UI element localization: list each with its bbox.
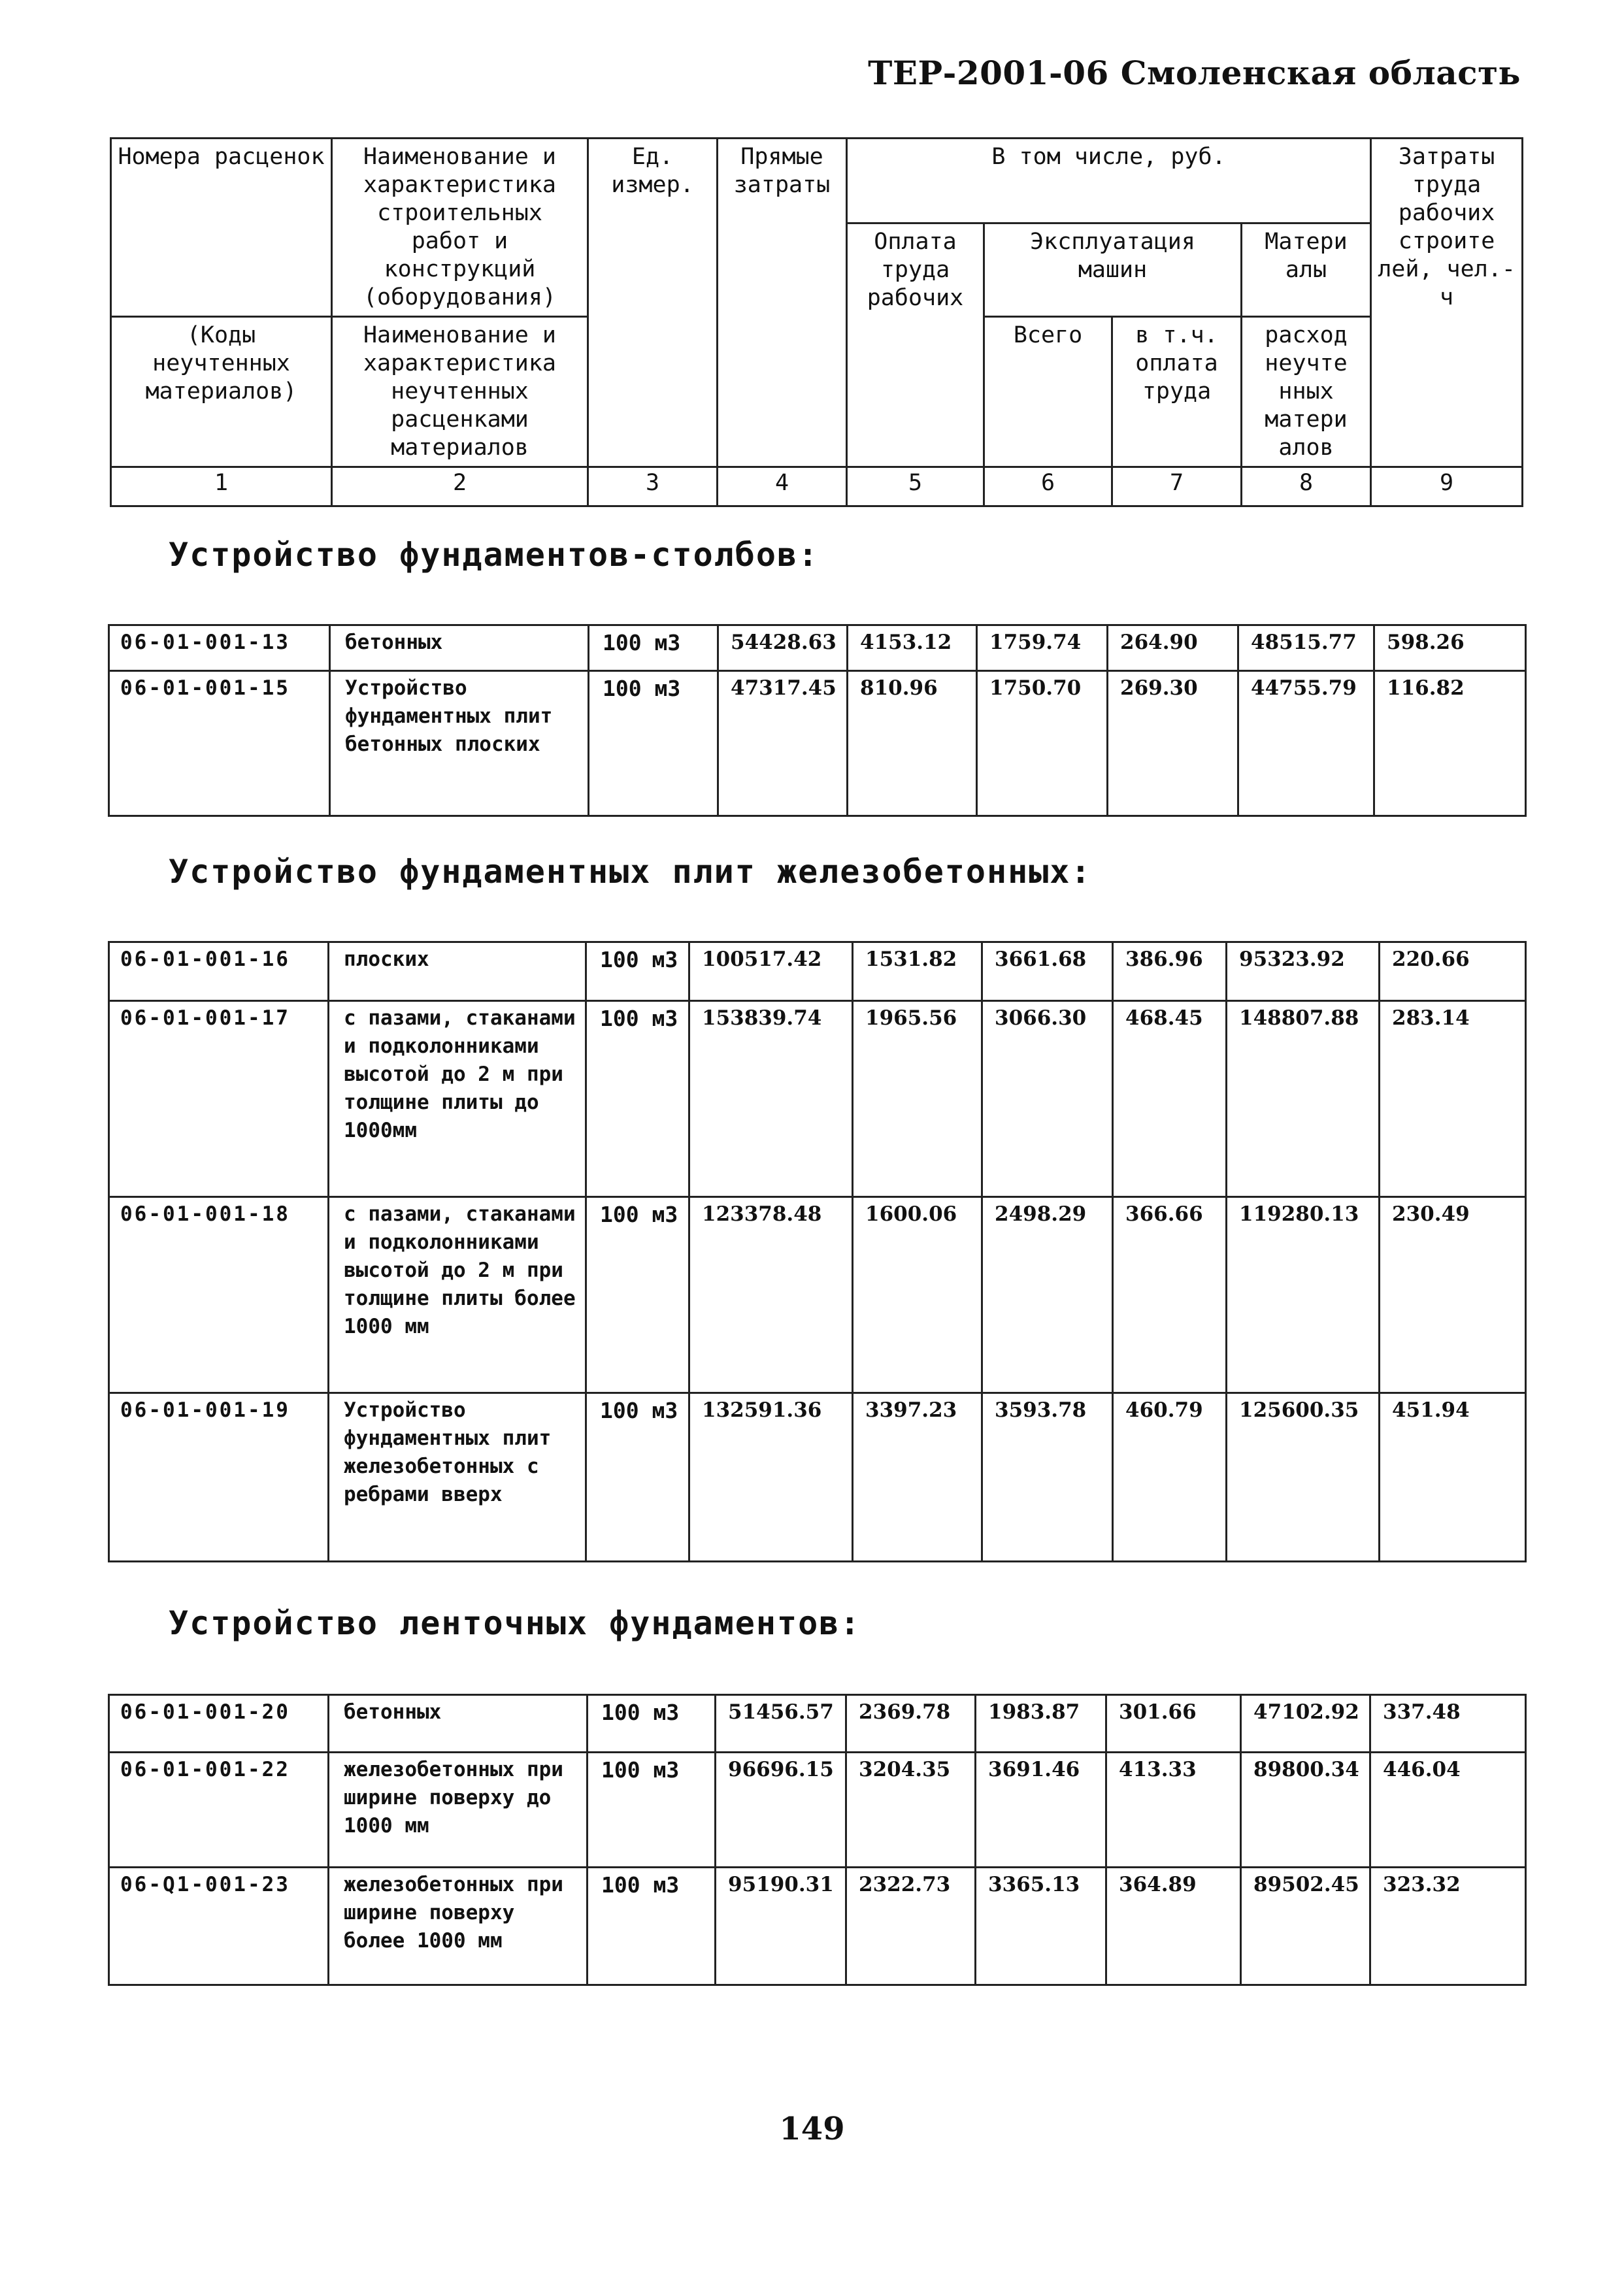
- unit: 100 м3: [586, 1001, 689, 1197]
- work-name: железобетонных при ширине поверху более 1000 мм: [329, 1868, 588, 1985]
- col-labor-hours: Затраты труда рабочих строите лей, чел.-ч: [1371, 139, 1523, 467]
- col-materials: Матери алы: [1242, 223, 1371, 317]
- work-name: бетонных: [330, 625, 589, 671]
- labor-hours: 283.14: [1380, 1001, 1526, 1197]
- worker-pay: 810.96: [848, 671, 977, 816]
- direct-costs: 54428.63: [718, 625, 848, 671]
- work-name: Устройство фундаментных плит бетонных плоских: [330, 671, 589, 816]
- table-row: [109, 1393, 1526, 1562]
- col-group-including: В том числе, руб.: [847, 139, 1371, 223]
- table-row: [109, 1753, 1526, 1868]
- col-name: Наименование и характеристика строительных работ и конструкций (оборудования): [332, 139, 588, 317]
- col-unaccounted-consumption: расход неучте нных матери алов: [1242, 317, 1371, 467]
- labor-hours: 337.48: [1370, 1695, 1526, 1753]
- col-number: 7: [1112, 467, 1242, 506]
- rate-code: 06-01-001-16: [109, 942, 329, 1001]
- direct-costs: 123378.48: [689, 1197, 853, 1393]
- col-unaccounted-codes: (Коды неучтенных материалов): [111, 317, 332, 467]
- labor-hours: 446.04: [1370, 1753, 1526, 1868]
- worker-pay: 4153.12: [848, 625, 977, 671]
- unit: 100 м3: [589, 625, 718, 671]
- work-name: с пазами, стаканами и подколонниками высотой до 2 м при толщине плиты более 1000 мм: [329, 1197, 586, 1393]
- worker-pay: 1531.82: [853, 942, 982, 1001]
- section-title: Устройство фундаментных плит железобетонных:: [169, 853, 1092, 891]
- unit: 100 м3: [588, 1868, 716, 1985]
- rate-code: 06-01-001-18: [109, 1197, 329, 1393]
- materials: 44755.79: [1238, 671, 1374, 816]
- rate-code: 06-Q1-001-23: [109, 1868, 329, 1985]
- worker-pay: 2322.73: [846, 1868, 976, 1985]
- materials: 148807.88: [1227, 1001, 1380, 1197]
- col-number: 9: [1371, 467, 1523, 506]
- col-rate-numbers: Номера расценок: [111, 139, 332, 317]
- work-name: бетонных: [329, 1695, 588, 1753]
- machines-total: 3593.78: [982, 1393, 1113, 1562]
- direct-costs: 51456.57: [716, 1695, 846, 1753]
- rate-code: 06-01-001-13: [109, 625, 330, 671]
- col-number: 5: [847, 467, 984, 506]
- labor-hours: 116.82: [1374, 671, 1526, 816]
- col-number: 1: [111, 467, 332, 506]
- col-unit: Ед. измер.: [588, 139, 718, 467]
- labor-hours: 323.32: [1370, 1868, 1526, 1985]
- machines-labor: 366.66: [1113, 1197, 1227, 1393]
- unit: 100 м3: [588, 1753, 716, 1868]
- table-row: [109, 942, 1526, 1001]
- materials: 47102.92: [1241, 1695, 1370, 1753]
- col-machine-operation: Эксплуатация машин: [984, 223, 1242, 317]
- direct-costs: 96696.15: [716, 1753, 846, 1868]
- worker-pay: 2369.78: [846, 1695, 976, 1753]
- direct-costs: 95190.31: [716, 1868, 846, 1985]
- rate-code: 06-01-001-22: [109, 1753, 329, 1868]
- table-row: [109, 671, 1526, 816]
- labor-hours: 220.66: [1380, 942, 1526, 1001]
- rate-code: 06-01-001-15: [109, 671, 330, 816]
- col-worker-pay: Оплата труда рабочих: [847, 223, 984, 467]
- worker-pay: 3204.35: [846, 1753, 976, 1868]
- col-direct-costs: Прямые затраты: [718, 139, 847, 467]
- unit: 100 м3: [586, 1197, 689, 1393]
- worker-pay: 1965.56: [853, 1001, 982, 1197]
- machines-total: 3365.13: [976, 1868, 1106, 1985]
- machines-labor: 364.89: [1106, 1868, 1241, 1985]
- machines-total: 1759.74: [977, 625, 1108, 671]
- materials: 89800.34: [1241, 1753, 1370, 1868]
- rate-code: 06-01-001-20: [109, 1695, 329, 1753]
- col-number: 2: [332, 467, 588, 506]
- section-title: Устройство ленточных фундаментов:: [169, 1604, 861, 1642]
- work-name: Устройство фундаментных плит железобетонных с ребрами вверх: [329, 1393, 586, 1562]
- labor-hours: 598.26: [1374, 625, 1526, 671]
- worker-pay: 3397.23: [853, 1393, 982, 1562]
- unit: 100 м3: [589, 671, 718, 816]
- direct-costs: 132591.36: [689, 1393, 853, 1562]
- direct-costs: 153839.74: [689, 1001, 853, 1197]
- rate-code: 06-01-001-17: [109, 1001, 329, 1197]
- machines-total: 1750.70: [977, 671, 1108, 816]
- page-number: 149: [779, 2111, 845, 2147]
- col-machines-total: Всего: [984, 317, 1112, 467]
- machines-total: 3066.30: [982, 1001, 1113, 1197]
- materials: 48515.77: [1238, 625, 1374, 671]
- table-row: [109, 1197, 1526, 1393]
- col-number: 4: [718, 467, 847, 506]
- col-number: 8: [1242, 467, 1371, 506]
- section-table: [108, 1694, 1527, 1986]
- machines-labor: 413.33: [1106, 1753, 1241, 1868]
- machines-labor: 460.79: [1113, 1393, 1227, 1562]
- materials: 89502.45: [1241, 1868, 1370, 1985]
- materials: 95323.92: [1227, 942, 1380, 1001]
- section-table: [108, 624, 1527, 817]
- col-number: 3: [588, 467, 718, 506]
- machines-total: 3691.46: [976, 1753, 1106, 1868]
- section-table: [108, 941, 1527, 1562]
- table-row: [109, 1001, 1526, 1197]
- machines-labor: 301.66: [1106, 1695, 1241, 1753]
- machines-total: 2498.29: [982, 1197, 1113, 1393]
- table-row: [109, 1695, 1526, 1753]
- work-name: плоских: [329, 942, 586, 1001]
- labor-hours: 451.94: [1380, 1393, 1526, 1562]
- work-name: с пазами, стаканами и подколонниками высотой до 2 м при толщине плиты до 1000мм: [329, 1001, 586, 1197]
- labor-hours: 230.49: [1380, 1197, 1526, 1393]
- page-title: ТЕР-2001-06 Смоленская область: [868, 54, 1521, 92]
- machines-total: 1983.87: [976, 1695, 1106, 1753]
- table-row: [109, 1868, 1526, 1985]
- col-unaccounted-names: Наименование и характеристика неучтенных расценками материалов: [332, 317, 588, 467]
- section-title: Устройство фундаментов-столбов:: [169, 536, 820, 574]
- machines-total: 3661.68: [982, 942, 1113, 1001]
- col-number: 6: [984, 467, 1112, 506]
- direct-costs: 100517.42: [689, 942, 853, 1001]
- direct-costs: 47317.45: [718, 671, 848, 816]
- table-header: [110, 137, 1523, 507]
- materials: 119280.13: [1227, 1197, 1380, 1393]
- worker-pay: 1600.06: [853, 1197, 982, 1393]
- table-row: [109, 625, 1526, 671]
- machines-labor: 264.90: [1108, 625, 1238, 671]
- materials: 125600.35: [1227, 1393, 1380, 1562]
- machines-labor: 269.30: [1108, 671, 1238, 816]
- rate-code: 06-01-001-19: [109, 1393, 329, 1562]
- unit: 100 м3: [586, 942, 689, 1001]
- work-name: железобетонных при ширине поверху до 1000 мм: [329, 1753, 588, 1868]
- unit: 100 м3: [588, 1695, 716, 1753]
- machines-labor: 386.96: [1113, 942, 1227, 1001]
- col-machines-labor: в т.ч. оплата труда: [1112, 317, 1242, 467]
- machines-labor: 468.45: [1113, 1001, 1227, 1197]
- unit: 100 м3: [586, 1393, 689, 1562]
